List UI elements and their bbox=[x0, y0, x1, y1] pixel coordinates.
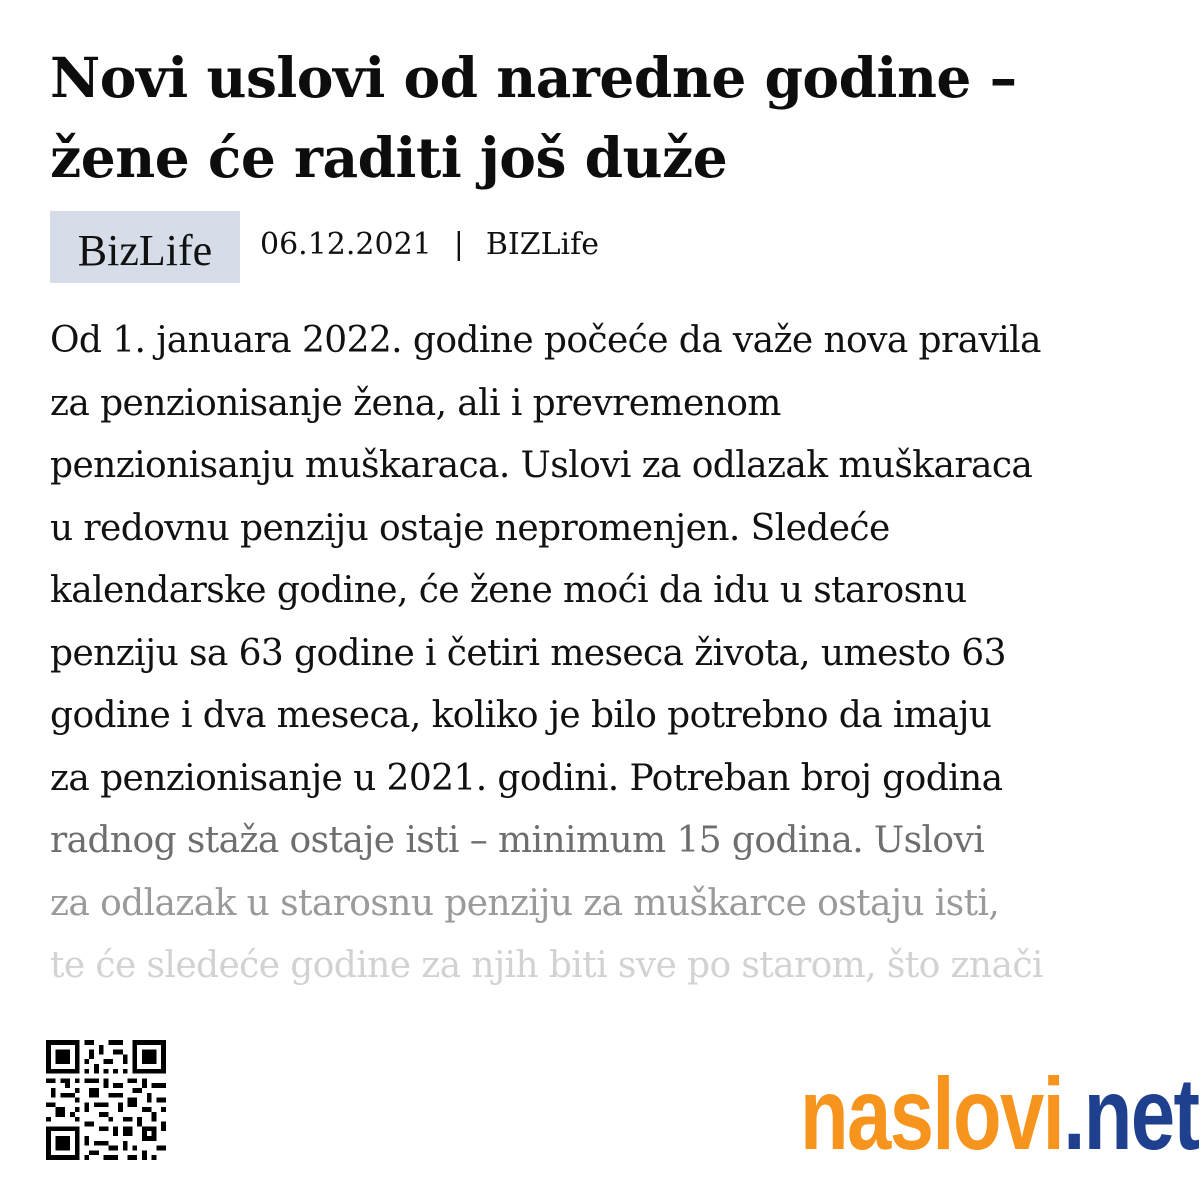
body-line: godine i dva meseca, koliko je bilo potrebno da imaju bbox=[50, 695, 992, 736]
naslovi-net-logo[interactable] bbox=[800, 1057, 1199, 1171]
body-line: Od 1. januara 2022. godine počeće da važe nova pravila bbox=[50, 320, 1041, 361]
article-meta bbox=[50, 211, 599, 283]
body-line: kalendarske godine, će žene moći da idu u starosnu bbox=[50, 570, 967, 611]
body-line: penziju sa 63 godine i četiri meseca života, umesto 63 bbox=[50, 632, 1006, 674]
meta-info bbox=[260, 227, 599, 262]
publish-date: 06.12.2021 bbox=[260, 227, 432, 262]
body-line: u redovnu penziju ostaje nepromenjen. Sledeće bbox=[50, 507, 890, 549]
logo-text-domain: .net bbox=[1063, 1057, 1199, 1171]
qr-code-icon[interactable] bbox=[46, 1037, 166, 1163]
source-badge[interactable]: BizLife bbox=[50, 211, 240, 283]
article-title: Novi uslovi od naredne godine – žene će raditi još duže bbox=[50, 45, 1017, 190]
body-line: penzionisanju muškaraca. Uslovi za odlazak muškaraca bbox=[50, 445, 1033, 486]
meta-separator: | bbox=[453, 227, 464, 262]
body-line: za penzionisanje u 2021. godini. Potreban broj godina bbox=[50, 757, 1003, 799]
body-line: radnog staža ostaje isti – minimum 15 godina. Uslovi bbox=[50, 820, 985, 861]
body-line: te će sledeće godine za njih biti sve po starom, što znači bbox=[50, 945, 1043, 986]
logo-text-primary: naslovi bbox=[800, 1057, 1064, 1171]
article-body bbox=[50, 310, 1160, 998]
author-name[interactable]: BIZLife bbox=[485, 227, 600, 262]
body-line: za penzionisanje žena, ali i prevremenom bbox=[50, 382, 781, 424]
body-line: za odlazak u starosnu penziju za muškarce ostaju isti, bbox=[50, 882, 1000, 924]
